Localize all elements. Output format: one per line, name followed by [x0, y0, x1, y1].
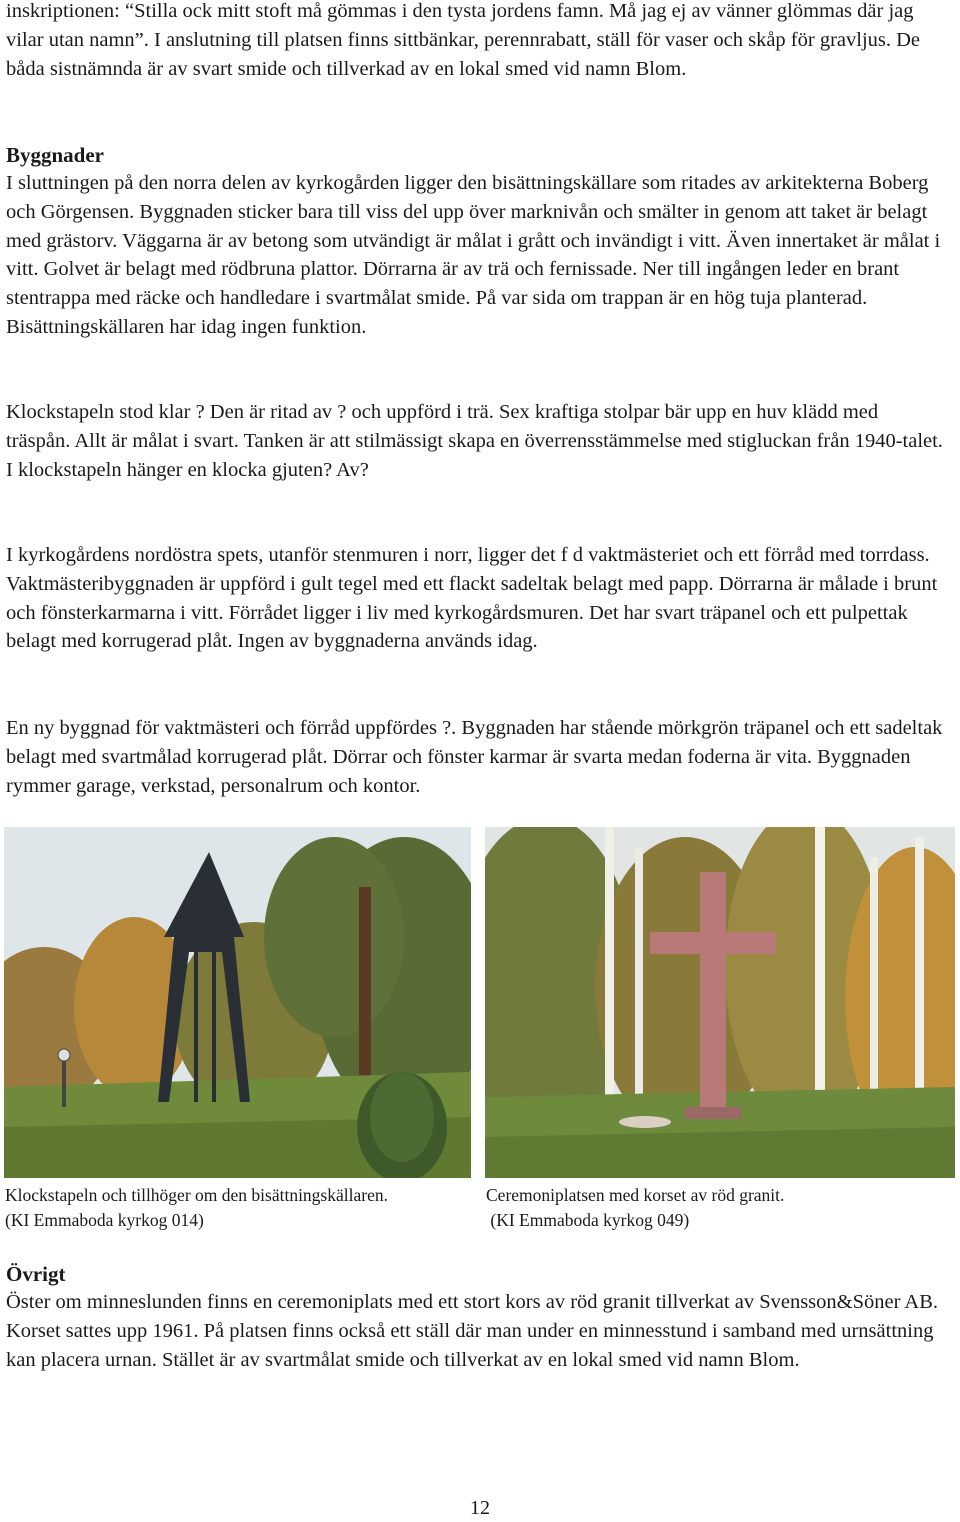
granite-cross-caption [486, 1183, 784, 1232]
granite-cross-caption-line1: Ceremoniplatsen med korset av röd granit. [486, 1185, 785, 1205]
bell-tower-caption-line1: Klockstapeln och tillhöger om den bisättningskällaren. [5, 1185, 388, 1205]
bell-tower-caption-line2: (KI Emmaboda kyrkog 014) [5, 1209, 204, 1230]
bell-tower-caption [5, 1183, 388, 1232]
new-building-paragraph: En ny byggnad för vaktmästeri och förråd uppfördes ?. Byggnaden har stående mörkgrön träpanel och ett sadeltak belagt med svartmålad korrugerad plåt. Dörrar och fönster karmar är svarta medan foderna är vita. Byggnaden rymmer garage, verkstad, personalrum och kontor. [6, 717, 943, 797]
intro-paragraph: inskriptionen: “Stilla ock mitt stoft må gömmas i den tysta jordens famn. Må jag ej av vänner glömmas där jag vilar utan namn”. I anslutning till platsen finns sittbänkar, perennrabatt, ställ för vaser och skåp för gravljus. De båda sistnämnda är av svart smide och tillverkad av en lokal smed vid namn Blom. [6, 0, 921, 80]
granite-cross-caption-line2: (KI Emmaboda kyrkog 049) [486, 1209, 690, 1230]
page-number: 12 [470, 1497, 490, 1519]
caretaker-paragraph: I kyrkogårdens nordöstra spets, utanför stenmuren i norr, ligger det f d vaktmästeriet och ett förråd med torrdass. Vaktmästeribyggnaden är uppförd i gult tegel med ett flackt sadeltak belagt med papp. Dörrarna är målade i brunt och fönsterkarmarna i vitt. Förrådet ligger i liv med kyrkogårdsmuren. Det har svart träpanel och ett pulpettak belagt med korrugerad plåt. Ingen av byggnaderna används idag. [6, 544, 938, 653]
buildings-paragraph: I sluttningen på den norra delen av kyrkogården ligger den bisättningskällare som ritades av arkitekterna Boberg och Görgensen. Byggnaden sticker bara till viss del upp över marknivån och smälter in genom att taket är belagt med grästorv. Väggarna är av betong som utvändigt är målat i grått och invändigt i vitt. Även innertaket är målat i vitt. Golvet är belagt med rödbruna plattor. Dörrarna är av trä och fernissade. Ner till ingången leder en brant stentrappa med räcke och handledare i svartmålat smide. På var sida om trappan är en hög tuja planterad. Bisättningskällaren har idag ingen funktion. [6, 172, 941, 338]
heading-other: Övrigt [6, 1262, 66, 1286]
heading-buildings: Byggnader [6, 143, 105, 167]
granite-cross-photo [485, 827, 955, 1178]
bell-tower-photo [4, 827, 471, 1178]
bell-tower-paragraph: Klockstapeln stod klar ? Den är ritad av ? och uppförd i trä. Sex kraftiga stolpar bär upp en huv klädd med träspån. Allt är målat i svart. Tanken är att stilmässigt skapa en överrensstämmelse med stigluckan från 1940-talet. I klockstapeln hänger en klocka gjuten? Av? [6, 401, 943, 481]
other-paragraph: Öster om minneslunden finns en ceremoniplats med ett stort kors av röd granit tillverkat av Svensson&Söner AB. Korset sattes upp 1961. På platsen finns också ett ställ där man under en minnesstund i samband med urnsättning kan placera urnan. Stället är av svartmålat smide och tillverkat av en lokal smed vid namn Blom. [6, 1291, 939, 1371]
